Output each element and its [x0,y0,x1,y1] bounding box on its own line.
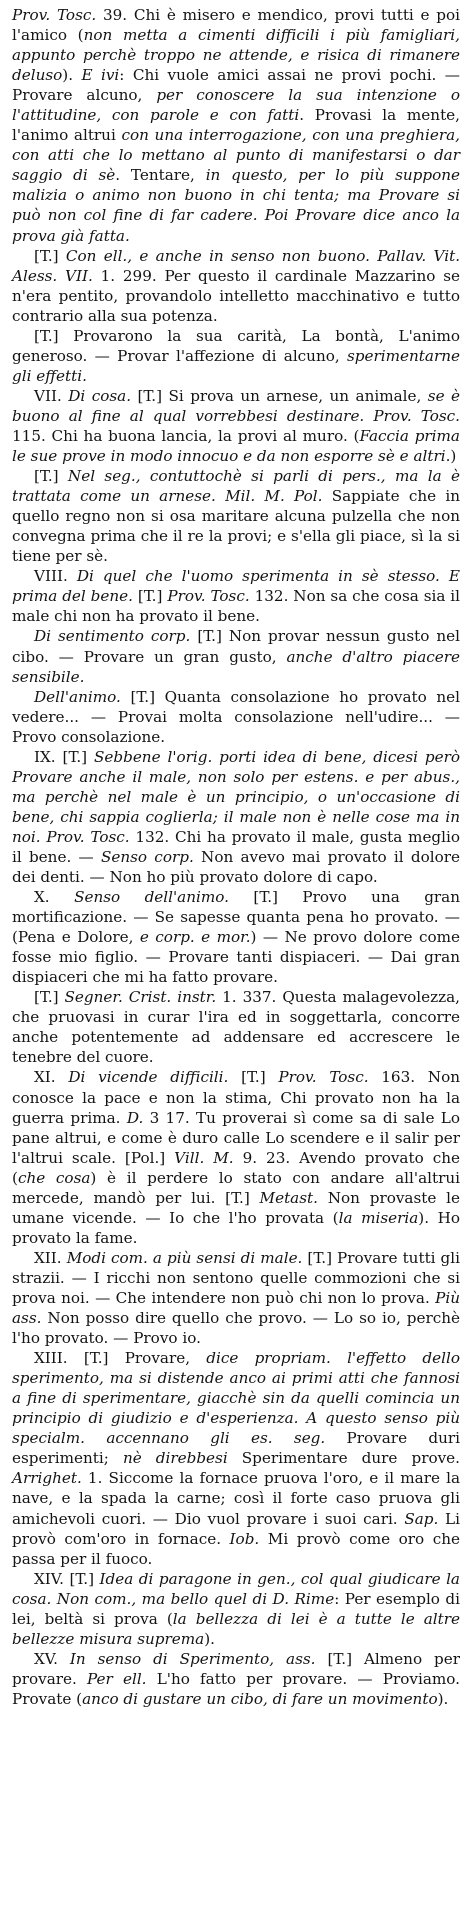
para-sentimento-corp [12,626,460,686]
italic-text: Senso corp. [100,847,194,866]
italic-text: per conoscere la sua intenzione o l'attitudine, con parole e con fatti [12,86,460,125]
roman-text: 1. 337. Questa malagevolezza, che pruovasi in curar l'ira ed in soggettarla, concorre anche potentemente ad addensare ed accrescere le tenebre del cuore. [12,988,461,1067]
para-nel-seg [12,466,460,566]
roman-text: L'ho fatto per provare. — Proviamo. Provate ( [12,1669,460,1708]
roman-text: 9. 23. Avendo provato che ( [12,1148,460,1187]
italic-text: Segner. Crist. instr. [64,988,217,1007]
para-vii [12,386,460,466]
roman-text: 1. 299. Per questo il cardinale Mazzarino se n'era pentito, provandolo intelletto macchinativo e tutto contrario alla sua potenza. [12,266,460,325]
roman-text: ). [204,1629,215,1648]
roman-text [216,487,225,505]
italic-text: Prov. Tosc. [46,827,130,846]
roman-text: ). Ho provato la fame. [12,1208,460,1247]
italic-text: Vill. M. [174,1148,234,1167]
italic-text: anche d'altro piacere sensibile. [12,647,460,686]
italic-text: con una interrogazione, con una preghiera, con atti che lo mettano al punto di manifestarsi o dar saggio di sè [12,126,460,185]
roman-text: VII. [34,386,69,405]
roman-text: XIII. [T.] Provare, [34,1349,207,1368]
italic-text: Prov. Tosc. [278,1068,369,1087]
italic-text: Modi com. a più sensi di male. [66,1248,303,1267]
para-ix [12,747,460,887]
roman-text: [T.] Provarono la sua carità, La bontà, L'animo generoso. — Provar l'affezione di alcuno, [12,326,460,365]
roman-text: [T.] Provare tutti gli strazii. — I ricchi non sentono quelle commozioni che si prova noi. — Che intendere non può chi non lo prova. [12,1248,460,1307]
para-prov-tosc-39 [12,5,460,246]
roman-text: : Per esemplo di lei, beltà si prova ( [12,1589,461,1628]
roman-text: . Tentare, [115,166,206,185]
para-viii [12,566,460,626]
roman-text: ). [62,66,82,85]
para-xiv [12,1569,460,1649]
roman-text: ). [437,1689,449,1708]
italic-text: la bellezza di lei è a tutte le altre bellezze misura suprema [12,1609,460,1648]
roman-text: [T.] [34,988,65,1007]
roman-text: Non avevo mai provato il dolore dei denti. — Non ho più provato dolore di capo. [12,847,460,887]
roman-text: Non posso dire quello che provo. — Lo so io, perchè l'ho provato. — Provo io. [12,1309,460,1348]
italic-text: in questo, per lo più suppone malizia o animo non buono in chi tenta; ma Provare si può non col fine di far cadere. Poi Provare dice anco la prova già fatta. [12,166,461,245]
para-xi [12,1067,460,1247]
roman-text: IX. [T.] [34,747,94,766]
italic-text: Metast. [259,1188,318,1207]
italic-text: sperimentarne gli effetti. [12,346,460,385]
italic-text: che cosa [17,1168,91,1187]
roman-text: .) [445,447,457,466]
italic-text: Di sentimento corp. [34,627,191,646]
roman-text: 163. Non conosce la pace e non la stima, Chi provato non ha la guerra prima. [12,1068,461,1127]
para-segner [12,987,460,1067]
roman-text: Li provò com'oro in fornace. [12,1509,460,1548]
italic-text: Idea di paragone in gen., col qual giudicare la cosa. Non com., ma bello quel di D. Rime [12,1569,460,1608]
roman-text: [T.] Provo una gran mortificazione. — Se sapesse quanta pena ho provato. — (Pena e Dolore, [12,888,461,947]
roman-text: . Provasi la mente, l'animo altrui [12,106,460,145]
para-dell-animo [12,687,460,747]
italic-text: In senso di Sperimento, ass. [69,1649,316,1668]
italic-text: Per ell. [87,1669,147,1688]
italic-text: Sap. [404,1509,439,1528]
italic-text: Prov. Tosc. [167,587,250,606]
italic-text: Sebbene l'orig. porti idea di bene, dicesi però Provare anche il male, non solo per estens. e per abus., ma perchè nel male è un principio, o un'occasione di bene, chi sappia coglierla; il male non è nelle cose ma in noi. [12,747,461,846]
para-provarono [12,326,460,386]
roman-text: XIV. [T.] [34,1569,100,1588]
para-xii [12,1248,460,1348]
roman-text: 3 17. Tu proverai sì come sa di sale Lo pane altrui, e come è duro calle Lo scendere e il salir per l'altrui scale. [Pol.] [12,1108,460,1167]
italic-text: Prov. Tosc. [12,6,97,24]
para-xiii [12,1348,460,1569]
italic-text: Nel seg., contuttochè si parli di pers., ma la è trattata come un arnese. [12,467,460,506]
italic-text: Di quel che l'uomo sperimenta in sè stesso. E prima del bene. [12,567,460,606]
para-con-ell [12,246,460,326]
roman-text: [T.] [132,587,168,606]
roman-text: 115. Chi ha buona lancia, la provi al muro. ( [12,426,360,445]
roman-text: XII. [34,1248,67,1267]
italic-text: Senso dell'animo. [74,888,229,907]
italic-text: e corp. e mor. [139,928,251,947]
roman-text: 132. Non sa che cosa sia il male chi non ha provato il bene. [12,587,461,626]
roman-text: ) — Ne provo dolore come fosse mio figlio. — Provare tanti dispiaceri. — Dai gran dispiaceri che mi ha fatto provare. [12,928,460,987]
roman-text: [T.] [34,467,68,486]
italic-text: D. [126,1108,144,1127]
italic-text: Prov. Tosc. [373,406,461,425]
roman-text: : Chi vuole amici assai ne provi pochi. — Provare alcuno, [12,66,460,105]
italic-text: nè direbbesi [122,1449,228,1468]
roman-text: Mi provò come oro che passa per il fuoco. [12,1529,460,1568]
roman-text: Sappiate che in quello regno non si osa maritare alcuna pulzella che non convegna prima che il re la provi; e s'ella gli piace, sì la si tiene per sè. [12,487,460,566]
roman-text: [T.] [34,246,66,265]
roman-text: ) è il perdere lo stato con andare all'altrui mercede, mandò per lui. [T.] [12,1168,460,1207]
roman-text: [T.] Almeno per provare. [12,1649,461,1688]
roman-text: VIII. [34,567,77,586]
italic-text: E ivi [81,66,120,85]
italic-text: dice propriam. l'effetto dello sperimento, ma si distende anco ai primi atti che fannosi a fine di sperimentare, giacchè sin da quelli comincia un principio di giudizio e d'esperienza. A questo senso più specialm. accennano gli es. seg. [12,1349,460,1448]
roman-text: [T.] Non provar nessun gusto nel cibo. — Provare un gran gusto, [12,627,460,666]
roman-text: Sperimentare dure prove. [227,1449,460,1468]
italic-text: Più ass. [12,1289,460,1328]
italic-text: non metta a cimenti difficili i più famigliari, appunto perchè troppo ne attende, e risica di rimanere deluso [12,26,460,85]
roman-text: 39. Chi è misero e mendico, provi tutti e poi l'amico ( [12,6,460,45]
roman-text: [T.] Si prova un arnese, un animale, [131,386,428,405]
roman-text: Non provaste le umane vicende. — Io che l'ho provata ( [12,1188,460,1227]
roman-text: [T.] [228,1068,279,1087]
para-x [12,887,460,987]
roman-text: XV. [34,1649,70,1668]
roman-text: XI. [34,1068,69,1087]
roman-text: Provare duri esperimenti; [12,1429,460,1468]
italic-text: Con ell., e anche in senso non buono. [65,246,370,265]
italic-text: Dell'animo. [34,687,121,706]
italic-text: Mil. M. Pol. [225,487,323,506]
italic-text: se è buono al fine al qual vorrebbesi destinare. [12,386,460,425]
para-xv [12,1649,460,1709]
roman-text: [T.] Quanta consolazione ho provato nel vedere... — Provai molta consolazione nell'udire... — Provo consolazione. [12,687,460,746]
italic-text: Iob. [229,1529,260,1548]
italic-text: Arrighet. [12,1469,82,1488]
italic-text: Di cosa. [68,386,132,405]
italic-text: la miseria [338,1208,419,1227]
italic-text: anco di gustare un cibo, di fare un movimento [82,1689,438,1708]
italic-text: Faccia prima le sue prove in modo innocuo e da non esporre sè e altri [12,426,460,466]
italic-text: Di vicende difficili. [68,1068,229,1087]
italic-text: Pallav. Vit. Aless. VII. [12,246,461,285]
roman-text: 1. Siccome la fornace pruova l'oro, e il mare la nave, e la spada la carne; così il forte caso pruova gli amichevoli cuori. — Dio vuol provare i suoi cari. [12,1469,460,1528]
roman-text: X. [34,888,75,907]
roman-text: 132. Chi ha provato il male, gusta meglio il bene. — [12,827,461,866]
